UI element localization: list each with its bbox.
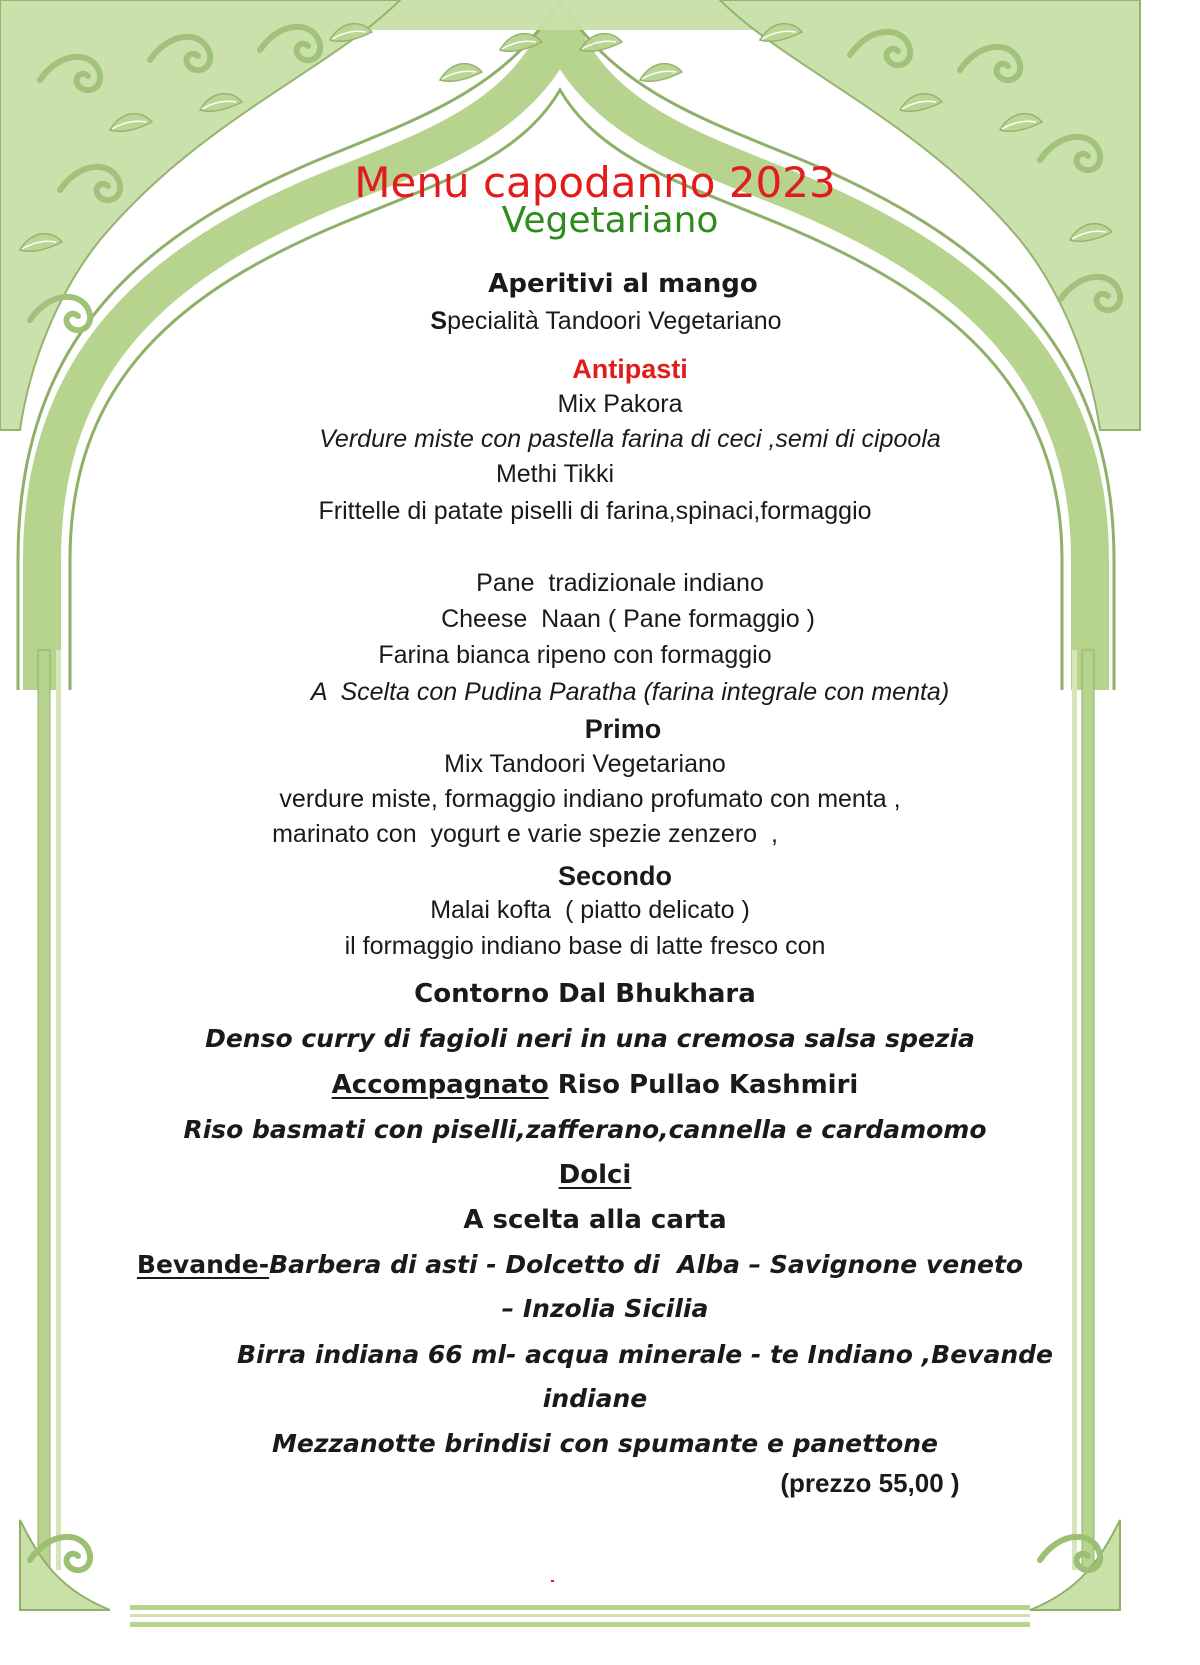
- accompagnato-item: Riso Pullao Kashmiri: [548, 1070, 859, 1100]
- secondo-item: Malai kofta ( piatto delicato ): [430, 896, 750, 924]
- prezzo-line: [270, 1470, 1200, 1496]
- dolci-desc: A scelta alla carta: [463, 1205, 727, 1235]
- prezzo-value: 55,00: [878, 1468, 944, 1498]
- contorno-desc: Denso curry di fagioli neri in una cremosa salsa spezia: [205, 1024, 975, 1053]
- secondo-heading: Secondo: [557, 861, 672, 891]
- menu-title: Menu capodanno 2023: [354, 158, 836, 207]
- antipasti-item-1: Mix Pakora: [557, 390, 683, 418]
- pane-item-1: Cheese Naan ( Pane formaggio ): [441, 605, 815, 633]
- accompagnato-line: [0, 1072, 1195, 1098]
- primo-heading: Primo: [584, 714, 662, 744]
- bevande-line-3: Birra indiana 66 ml- acqua minerale - te Indiano ,Bevande: [236, 1340, 1053, 1369]
- secondo-desc: il formaggio indiano base di latte fresco con: [344, 932, 826, 960]
- accompagnato-label: Accompagnato: [331, 1070, 549, 1100]
- aperitivi-initial: S: [430, 307, 448, 335]
- primo-desc-2: marinato con yogurt e varie spezie zenzero ,: [272, 820, 778, 848]
- bevande-line-2: – Inzolia Sicilia: [501, 1294, 709, 1323]
- antipasti-heading: Antipasti: [572, 354, 688, 384]
- bevande-label: Bevande-: [136, 1250, 270, 1279]
- prezzo-close: ): [943, 1468, 960, 1498]
- bevande-line-4: indiane: [542, 1384, 648, 1413]
- primo-item: Mix Tandoori Vegetariano: [444, 750, 726, 778]
- primo-desc-1: verdure miste, formaggio indiano profumato con menta ,: [279, 785, 901, 813]
- menu-subtitle: Vegetariano: [501, 200, 719, 241]
- dolci-heading: Dolci: [558, 1160, 632, 1190]
- bevande-line-1-rest: Barbera di asti - Dolcetto di Alba – Savignone veneto: [269, 1250, 1024, 1279]
- aperitivi-rest: pecialità Tandoori Vegetariano: [447, 307, 782, 335]
- accompagnato-desc: Riso basmati con piselli,zafferano,cannella e cardamomo: [183, 1115, 987, 1144]
- pane-heading: Pane tradizionale indiano: [476, 569, 764, 597]
- antipasti-item-2: Methi Tikki: [495, 460, 615, 488]
- aperitivi-heading: Aperitivi al mango: [488, 269, 758, 299]
- bevande-line-1: [0, 1252, 1180, 1277]
- antipasti-item-1-desc: Verdure miste con pastella farina di ceci ,semi di cipoola: [319, 425, 941, 453]
- aperitivi-line: [6, 309, 1200, 334]
- antipasti-item-2-desc: Frittelle di patate piselli di farina,spinaci,formaggio: [318, 497, 872, 525]
- pane-item-1-desc: Farina bianca ripeno con formaggio: [378, 641, 772, 669]
- prezzo-open: (prezzo: [780, 1468, 879, 1498]
- pane-choice: A Scelta con Pudina Paratha (farina integrale con menta): [310, 678, 950, 706]
- red-dot: [551, 1580, 554, 1582]
- mezzanotte-line: Mezzanotte brindisi con spumante e panettone: [272, 1429, 938, 1458]
- contorno-heading: Contorno Dal Bhukhara: [414, 979, 756, 1009]
